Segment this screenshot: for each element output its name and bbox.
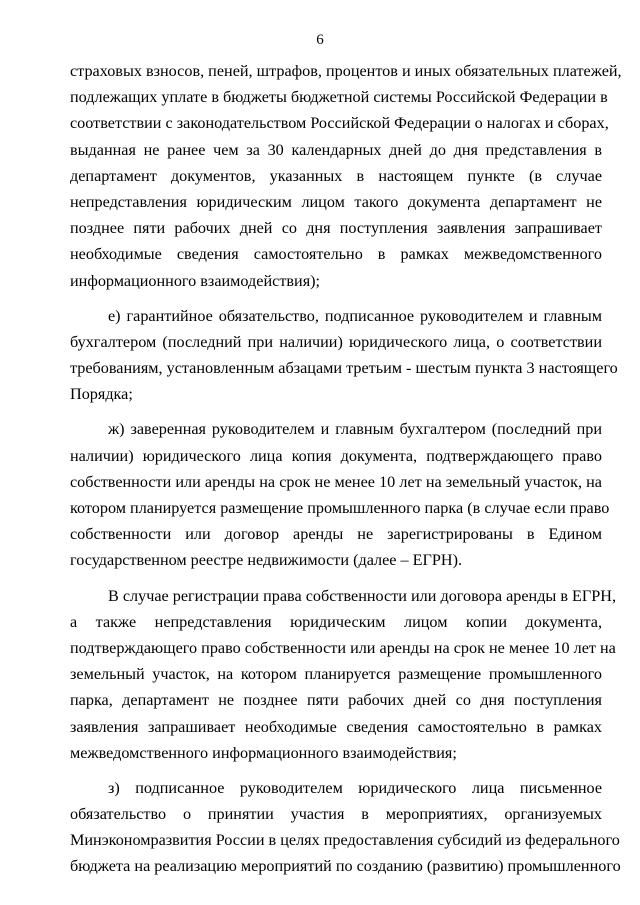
text-line: соответствии с законодательством Российской Федерации о налогах и сборах, bbox=[70, 114, 609, 133]
text-line: страховых взносов, пеней, штрафов, процентов и иных обязательных платежей, bbox=[70, 62, 622, 80]
paragraph bbox=[70, 583, 617, 766]
text-line: заявления запрашивает необходимые сведения самостоятельно в рамках bbox=[70, 717, 602, 736]
text-line: непредставления юридическим лицом такого документа департамент не bbox=[70, 192, 602, 211]
text-line: котором планируется размещение промышленного парка (в случае если право bbox=[70, 499, 610, 517]
text-line: собственности или договор аренды не зарегистрированы в Едином bbox=[70, 525, 602, 544]
text-line: Порядка; bbox=[70, 385, 133, 404]
text-line: Минэкономразвития России в целях предоставления субсидий из федерального bbox=[70, 831, 620, 850]
text-line: В случае регистрации права собственности или договора аренды в ЕГРН, bbox=[108, 586, 617, 605]
text-line: позднее пяти рабочих дней со дня поступления заявления запрашивает bbox=[70, 219, 602, 238]
text-line: собственности или аренды на срок не менее 10 лет на земельный участок, на bbox=[70, 472, 602, 491]
paragraph-gap bbox=[70, 294, 602, 303]
text-line: е) гарантийное обязательство, подписанное руководителем и главным bbox=[108, 306, 602, 325]
text-line: земельный участок, на котором планируется размещение промышленного bbox=[70, 665, 602, 684]
text-line: бухгалтером (последний при наличии) юридического лица, о соответствии bbox=[70, 332, 602, 351]
document-body bbox=[70, 58, 622, 880]
paragraph-gap bbox=[70, 407, 602, 416]
text-line: информационного взаимодействия); bbox=[70, 271, 321, 290]
text-line: обязательство о принятии участия в мероприятиях, организуемых bbox=[70, 805, 602, 824]
text-line: департамент документов, указанных в настоящем пункте (в случае bbox=[70, 166, 602, 185]
text-line: бюджета на реализацию мероприятий по созданию (развитию) промышленного bbox=[70, 857, 621, 876]
text-line: межведомственного информационного взаимодействия; bbox=[70, 743, 457, 762]
text-line: необходимые сведения самостоятельно в рамках межведомственного bbox=[70, 245, 602, 264]
text-line: ж) заверенная руководителем и главным бухгалтером (последний при bbox=[108, 420, 602, 439]
text-line: требованиям, установленным абзацами третьим - шестым пункта 3 настоящего bbox=[70, 359, 618, 378]
paragraph bbox=[70, 303, 618, 408]
text-line: подтверждающего право собственности или аренды на срок не менее 10 лет на bbox=[70, 638, 616, 657]
paragraph bbox=[70, 775, 621, 880]
paragraph bbox=[70, 416, 610, 573]
text-line: подлежащих уплате в бюджеты бюджетной системы Российской Федерации в bbox=[70, 88, 608, 107]
text-line: государственном реестре недвижимости (далее – ЕГРН). bbox=[70, 551, 463, 570]
text-line: парка, департамент не позднее пяти рабочих дней со дня поступления bbox=[70, 691, 602, 710]
paragraph bbox=[70, 58, 622, 294]
page-number: 6 bbox=[316, 32, 324, 48]
text-line: выданная не ранее чем за 30 календарных дней до дня представления в bbox=[70, 140, 602, 159]
paragraph-gap bbox=[70, 766, 602, 775]
text-line: наличии) юридического лица копия документа, подтверждающего право bbox=[70, 446, 602, 465]
text-line: а также непредставления юридическим лицом копии документа, bbox=[70, 612, 602, 631]
paragraph-gap bbox=[70, 574, 602, 583]
text-line: з) подписанное руководителем юридического лица письменное bbox=[108, 778, 602, 797]
